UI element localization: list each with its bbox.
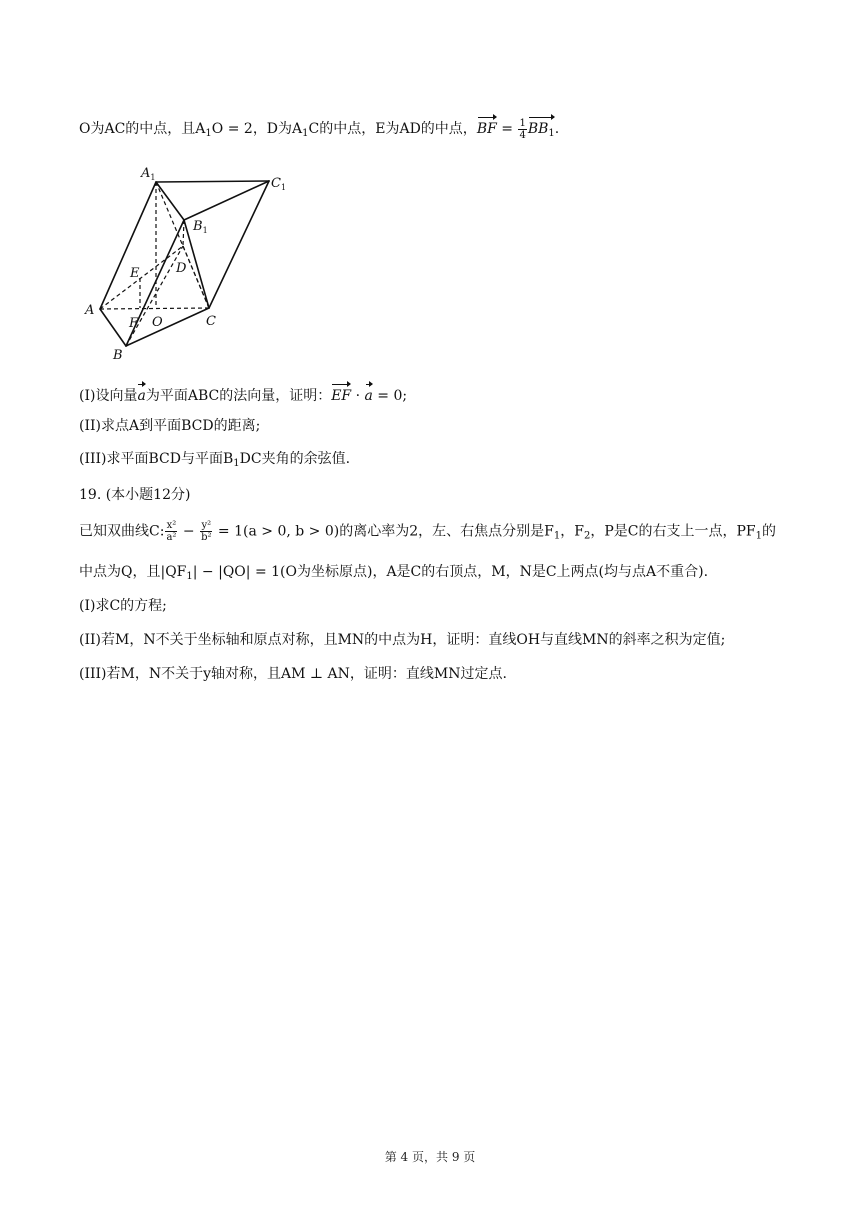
edge-c-c1 (209, 181, 269, 308)
page-footer: 第 4 页，共 9 页 (384, 1150, 476, 1164)
dashed-a-d (100, 246, 183, 309)
question-19-statement-line-2: 中点为Q，且$|QF_1| - |QO| = 1(O$为坐标原点)，A是C的右顶点，M，N是C上两点(均与点A不重合). (79, 564, 709, 582)
question-19-heading: 19. (本小题12分) (79, 487, 191, 503)
edge-a1-c1 (156, 181, 269, 182)
vector-ef: EF (331, 383, 351, 406)
dashed-d-c (183, 246, 209, 308)
vector-a: a (137, 383, 145, 406)
dashed-b1-d (183, 220, 184, 246)
edge-b1-c1 (184, 181, 269, 220)
dashed-a-c (100, 308, 209, 309)
fraction-y2-b2: $\frac{\text{y²}}{\text{b²}}$ (201, 520, 212, 543)
edge-a-b (100, 309, 126, 346)
question-19-part-2: (II)若M，N不关于坐标轴和原点对称，且MN的中点为H，证明：直线OH与直线MN的斜率之积为定值; (79, 632, 726, 648)
label-a: A (85, 303, 95, 318)
label-a1: $A_1$ (141, 166, 156, 182)
label-c: C (206, 314, 216, 329)
edge-b-c (126, 308, 209, 346)
question-19-statement-line-1: 已知双曲线C: $\frac{\text{x²}}{\text{a²}}$ − $\frac{\text{y²}}{\text{b²}}$ = 1(a > 0, b > 0)的离心率为2，左、右焦点分别是$F_1$，$F_2$，P是C的右支上一点，$PF_1$的 (79, 520, 776, 543)
prism-figure (80, 164, 300, 364)
label-o: O (152, 315, 163, 330)
question-19-part-3: (III)若M，N不关于y轴对称，且AM ⊥ AN，证明：直线MN过定点. (79, 666, 507, 682)
fraction-one-quarter: $\frac{1}{4}$ (519, 117, 526, 141)
question-19-part-1: (I)求C的方程; (79, 598, 167, 614)
label-d: D (176, 261, 187, 276)
dashed-b-d (126, 246, 183, 346)
edge-a-a1 (100, 182, 156, 309)
vector-bb1: $BB_1$ (528, 116, 555, 144)
label-c1: $C_1$ (271, 176, 287, 192)
label-f: F (129, 316, 139, 331)
dashed-a1-c (156, 182, 209, 308)
question-part-1: (I)设向量a为平面ABC的法向量，证明：EF · a = 0; (79, 383, 407, 406)
question-part-2: (II)求点A到平面BCD的距离; (79, 418, 261, 434)
vector-bf: BF (477, 116, 497, 139)
question-part-3: (III)求平面BCD与平面$B_1DC$夹角的余弦值. (79, 451, 351, 469)
vector-a-2: a (365, 383, 373, 406)
label-e: E (130, 266, 140, 281)
given-conditions-line: O为AC的中点，且$A_1O = 2$，D为$A_1C$的中点，E为AD的中点，BF = $\frac{1}{4}$ $BB_1$. (79, 116, 559, 144)
label-b: B (113, 348, 123, 363)
fraction-x2-a2: $\frac{\text{x²}}{\text{a²}}$ (166, 520, 177, 543)
label-b1: $B_1$ (193, 219, 208, 235)
